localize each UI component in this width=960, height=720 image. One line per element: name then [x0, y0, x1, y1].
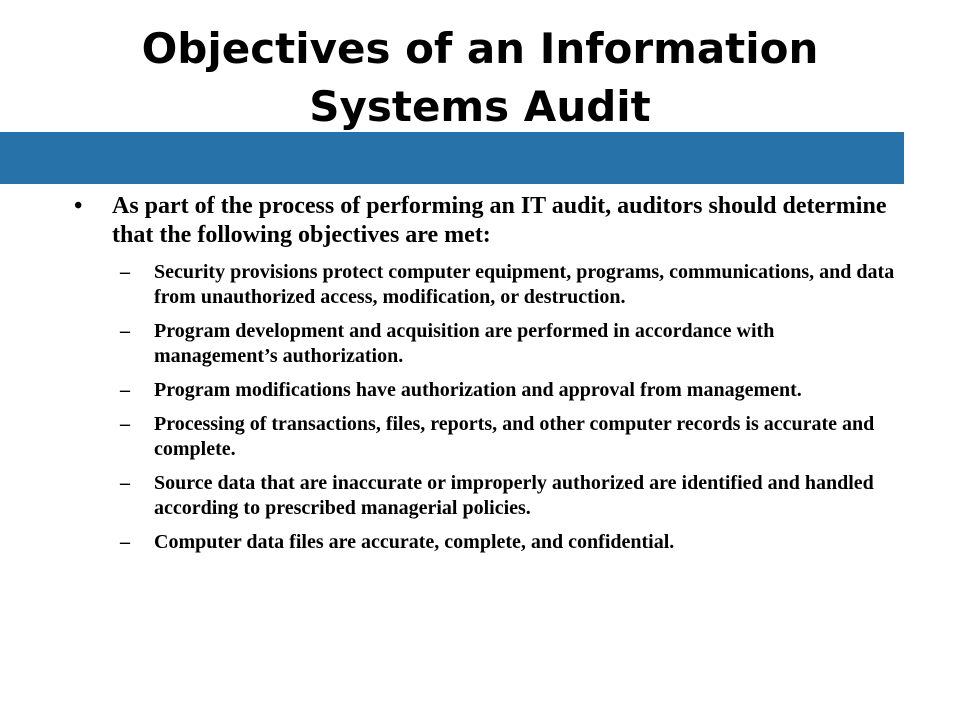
title-line-1: Objectives of an Information — [141, 24, 819, 73]
lead-bullet-item — [74, 192, 900, 250]
dash-marker: – — [120, 472, 130, 494]
objective-item — [120, 412, 900, 462]
objectives-list — [0, 260, 960, 555]
objective-text: Program modifications have authorization and approval from management. — [154, 379, 802, 401]
objective-item — [120, 378, 900, 403]
dash-marker: – — [120, 379, 130, 401]
dash-marker: – — [120, 320, 130, 342]
objective-text: Program development and acquisition are performed in accordance with management’s authorization. — [154, 320, 775, 367]
objective-item — [120, 471, 900, 521]
objective-item — [120, 260, 900, 310]
slide-title — [40, 20, 920, 136]
lead-bullet-text: As part of the process of performing an IT audit, auditors should determine that the following objectives are met: — [112, 193, 887, 248]
dash-marker: – — [120, 261, 130, 283]
slide-body — [0, 192, 960, 564]
objective-text: Security provisions protect computer equipment, programs, communications, and data from unauthorized access, modification, or destruction. — [154, 261, 895, 308]
dash-marker: – — [120, 413, 130, 435]
objective-text: Processing of transactions, files, reports, and other computer records is accurate and complete. — [154, 413, 875, 460]
objective-item — [120, 319, 900, 369]
title-accent-band — [0, 132, 904, 184]
objective-text: Computer data files are accurate, complete, and confidential. — [154, 531, 675, 553]
title-line-2: Systems Audit — [309, 82, 651, 131]
objective-item — [120, 530, 900, 555]
bullet-marker: • — [74, 193, 83, 219]
objective-text: Source data that are inaccurate or improperly authorized are identified and handled according to prescribed managerial policies. — [154, 472, 874, 519]
dash-marker: – — [120, 531, 130, 553]
